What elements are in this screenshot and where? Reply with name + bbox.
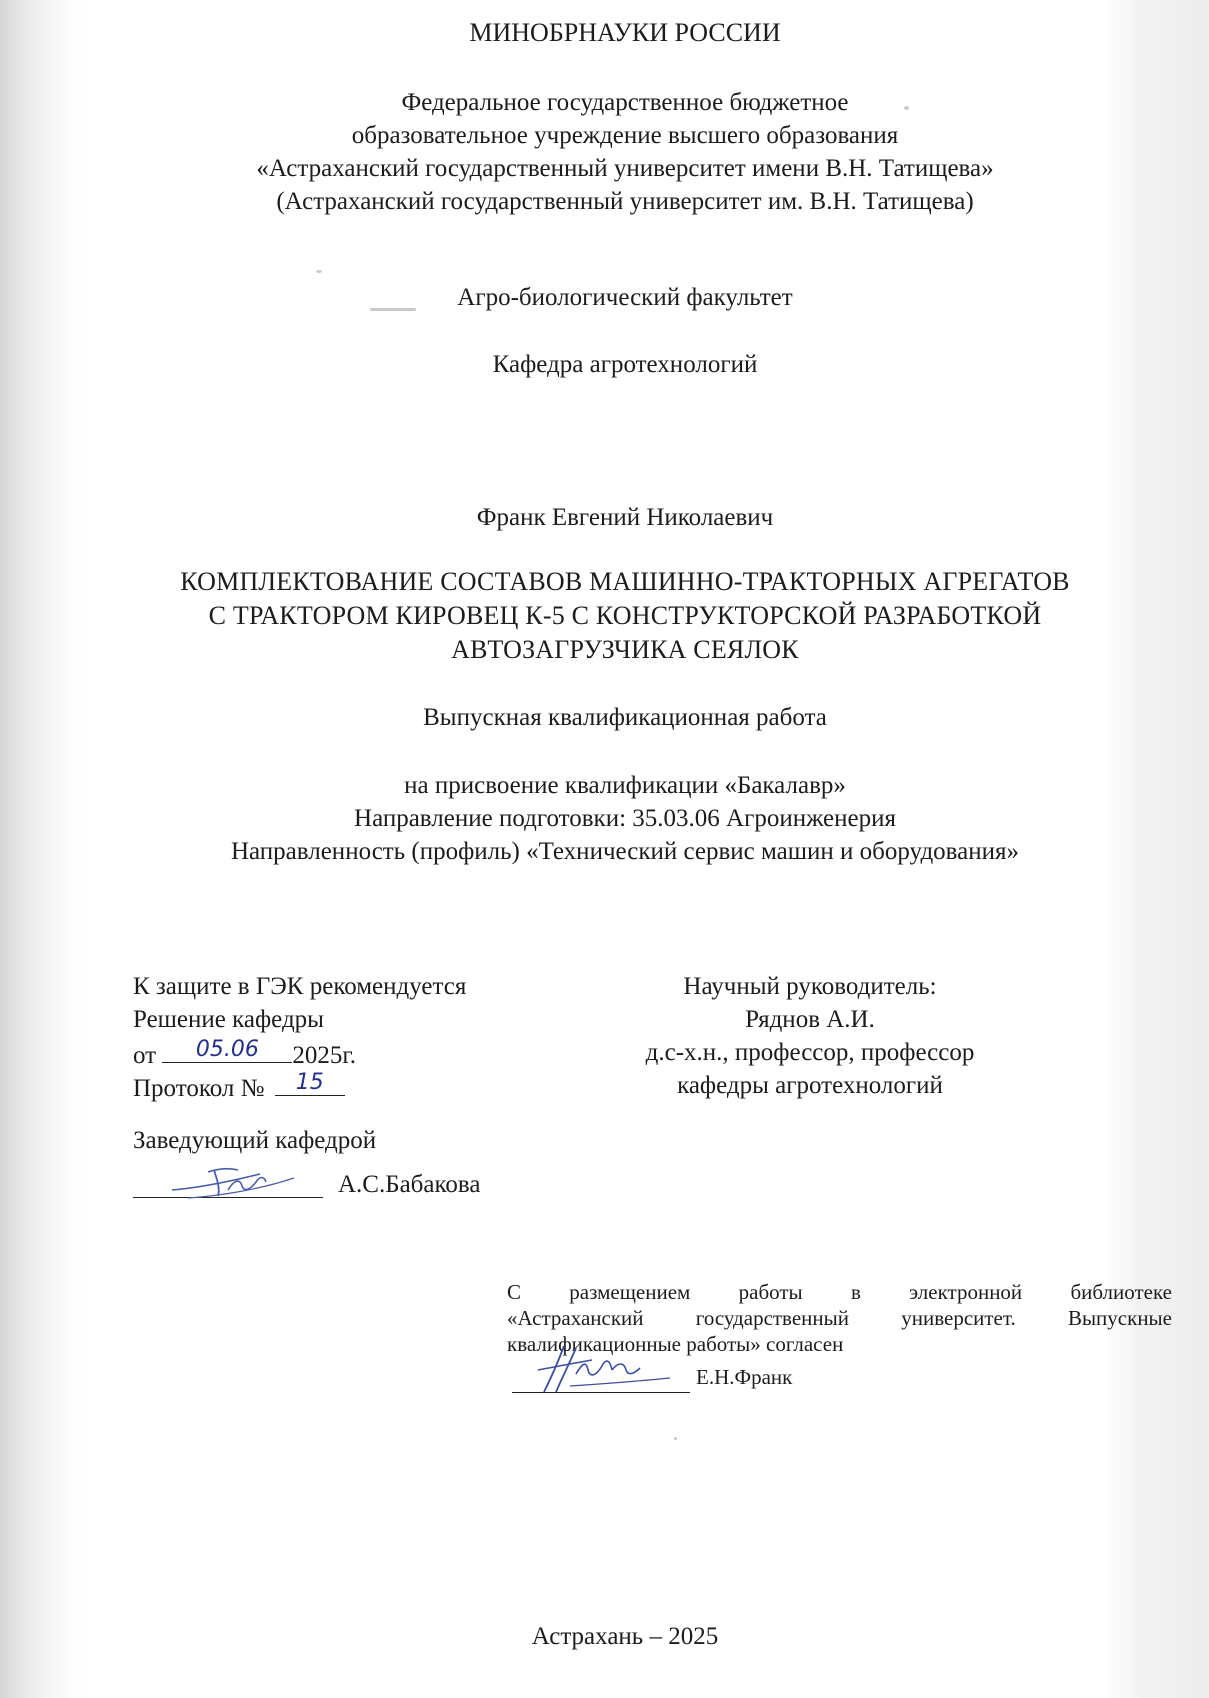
consent-line: квалификационные работы» согласен [507,1332,844,1356]
date-blank [162,1038,292,1063]
supervisor-label: Научный руководитель: [683,973,937,1000]
consent-line: «Астраханский государственный университет. Выпускные [507,1306,1172,1330]
date-suffix: 2025г. [292,1042,357,1069]
thesis-title-line: С ТРАКТОРОМ КИРОВЕЦ К-5 С КОНСТРУКТОРСКОЙ РАЗРАБОТКОЙ [208,601,1042,630]
author-signature-icon [530,1340,680,1396]
department-name: Кафедра агротехнологий [492,351,758,378]
institution-line: образовательное учреждение высшего образования [351,122,899,149]
protocol-label: Протокол № [133,1075,265,1102]
institution-line: (Астраханский государственный университет им. В.Н. Татищева) [276,188,974,215]
protocol-blank [275,1071,345,1096]
date-prefix: от [133,1042,157,1069]
scan-speck [674,1437,677,1440]
head-of-department-label: Заведующий кафедрой [133,1127,377,1154]
work-type: Выпускная квалификационная работа [423,704,827,731]
faculty-name: Агро-биологический факультет [457,284,793,311]
thesis-title-line: КОМПЛЕКТОВАНИЕ СОСТАВОВ МАШИННО-ТРАКТОРНЫХ АГРЕГАТОВ [180,567,1070,596]
author-name: Франк Евгений Николаевич [476,504,774,531]
qualification-line: Направленность (профиль) «Технический сервис машин и оборудования» [230,838,1020,865]
scan-speck [316,270,322,273]
author-signer-name: Е.Н.Франк [696,1365,793,1389]
qualification-line: на присвоение квалификации «Бакалавр» [404,772,846,799]
handwritten-protocol: 15 [295,1070,324,1095]
supervisor-name: Ряднов А.И. [745,1006,875,1033]
qualification-line: Направление подготовки: 35.03.06 Агроинженерия [354,805,896,832]
ministry-heading: МИНОБРНАУКИ РОССИИ [469,18,781,47]
thesis-title-line: АВТОЗАГРУЗЧИКА СЕЯЛОК [451,635,799,664]
city-year: Астрахань – 2025 [531,1623,719,1650]
head-signature-icon [168,1160,298,1204]
supervisor-degree: д.с-х.н., профессор, профессор [645,1039,975,1066]
head-of-department-name: А.С.Бабакова [338,1171,481,1198]
supervisor-department: кафедры агротехнологий [677,1072,943,1099]
defense-recommendation: К защите в ГЭК рекомендуется [133,973,467,1000]
institution-line: Федеральное государственное бюджетное [401,89,849,116]
handwritten-date: 05.06 [195,1037,259,1062]
protocol-number [133,1071,345,1104]
institution-line: «Астраханский государственный университет имени В.Н. Татищева» [256,155,994,182]
decision-date [133,1038,356,1071]
consent-line: С размещением работы в электронной библиотеке [507,1280,1172,1304]
department-decision: Решение кафедры [133,1006,324,1033]
